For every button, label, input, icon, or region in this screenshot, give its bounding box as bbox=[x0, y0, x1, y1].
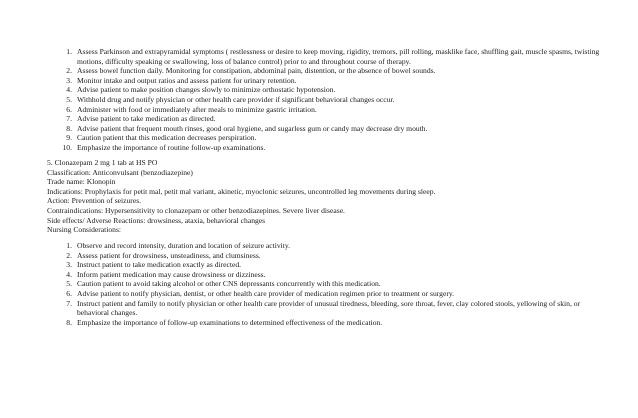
list-item: 3. Instruct patient to take medication exactly as directed. bbox=[66, 260, 242, 270]
drug-trade-name: Trade name: Klonopin bbox=[47, 177, 116, 187]
drug-action: Action: Prevention of seizures. bbox=[47, 196, 142, 206]
drug-info-section bbox=[47, 158, 607, 235]
nursing-considerations-list bbox=[58, 241, 606, 327]
list-item: 2. Assess patient for drowsiness, unsteadiness, and clumsiness. bbox=[66, 250, 261, 260]
list-item: 10. Emphasize the importance of routine follow-up examinations. bbox=[62, 142, 266, 152]
list-item-text: Advise patient to make position changes slowly to minimize orthostatic hypotension. bbox=[77, 85, 336, 95]
list-item-text: Advise patient to notify physician, dentist, or other health care provider of medication regimen prior to treatment or surgery. bbox=[77, 288, 455, 298]
list-item: 6. Administer with food or immediately after meals to minimize gastric irritation. bbox=[66, 104, 317, 114]
list-item-text: Inform patient medication may cause drowsiness or dizziness. bbox=[77, 269, 266, 279]
list-item-text: Observe and record intensity, duration and location of seizure activity. bbox=[77, 241, 291, 250]
list-item: 7. Advise patient to take medication as directed. bbox=[66, 114, 216, 124]
list-item-text: Caution patient that this medication decreases perspiration. bbox=[77, 133, 257, 143]
nursing-considerations-label: Nursing Considerations: bbox=[47, 225, 122, 235]
list-item: 8. Advise patient that frequent mouth rinses, good oral hygiene, and sugarless gum or candy may decrease dry mouth. bbox=[66, 123, 428, 133]
list-item-text: Instruct patient and family to notify physician or other health care provider of unusual tiredness, bleeding, sore throat, fever, clay colored stools, yellowing of skin, or behavioral changes. bbox=[77, 298, 581, 318]
list-item: 4. Advise patient to make position changes slowly to minimize orthostatic hypotension. bbox=[66, 85, 336, 95]
list-item-text: Advise patient to take medication as directed. bbox=[77, 114, 216, 124]
list-item-text: Emphasize the importance of follow-up examinations to determined effectiveness of the medication. bbox=[77, 317, 383, 327]
drug-side-effects: Side effects/ Adverse Reactions: drowsiness, ataxia, behavioral changes bbox=[47, 215, 266, 225]
list-item-text: Caution patient to avoid taking alcohol or other CNS depressants concurrently with this medication. bbox=[77, 279, 381, 289]
list-item: 5. Caution patient to avoid taking alcohol or other CNS depressants concurrently with this medication. bbox=[66, 279, 381, 289]
list-item: 1. Observe and record intensity, duration and location of seizure activity. bbox=[66, 241, 291, 250]
drug-contraindications: Contraindications: Hypersensitivity to clonazepam or other benzodiazepines. Severe liver disease. bbox=[47, 205, 345, 215]
list-item-text: Emphasize the importance of routine follow-up examinations. bbox=[77, 142, 266, 152]
list-item-text: Administer with food or immediately after meals to minimize gastric irritation. bbox=[77, 104, 317, 114]
list-item-text: Assess bowel function daily. Monitoring for constipation, abdominal pain, distention, or the absence of bowel sounds. bbox=[77, 66, 436, 76]
list-item-text: Withhold drug and notify physician or other health care provider if significant behavioral changes occur. bbox=[77, 94, 395, 104]
list-item: 1. Assess Parkinson and extrapyramidal symptoms ( restlessness or desire to keep moving, rigidity, tremors, pill rolling, masklike face, shuffling gait, muscle spasms, twisting motions, difficulty speaking or swallowing, loss of balance control) prior to and throughout course of therapy. bbox=[66, 47, 600, 66]
drug-classification: Classification: Anticonvulsant (benzodiazepine) bbox=[47, 167, 193, 177]
list-item: 3. Monitor intake and output ratios and assess patient for urinary retention. bbox=[66, 75, 297, 85]
list-item-text: Assess Parkinson and extrapyramidal symptoms ( restlessness or desire to keep moving, rigidity, tremors, pill rolling, masklike face, shuffling gait, muscle spasms, twisting motions, difficulty speaking or swallowing, loss of balance control) prior to and throughout course of therapy. bbox=[77, 47, 600, 66]
list-item: 7. Instruct patient and family to notify physician or other health care provider of unusual tiredness, bleeding, sore throat, fever, clay colored stools, yellowing of skin, or behavioral changes. bbox=[66, 298, 581, 318]
list-item: 5. Withhold drug and notify physician or other health care provider if significant behavioral changes occur. bbox=[66, 94, 395, 104]
list-item-text: Assess patient for drowsiness, unsteadiness, and clumsiness. bbox=[77, 250, 261, 260]
list-item: 4. Inform patient medication may cause drowsiness or dizziness. bbox=[66, 269, 266, 279]
list-item: 8. Emphasize the importance of follow-up examinations to determined effectiveness of the medication. bbox=[66, 317, 383, 327]
list-item-text: Monitor intake and output ratios and assess patient for urinary retention. bbox=[77, 75, 297, 85]
drug-indications: Indications: Prophylaxis for petit mal, petit mal variant, akinetic, myoclonic seizures, uncontrolled leg movements during sleep. bbox=[47, 186, 436, 196]
list-item: 6. Advise patient to notify physician, dentist, or other health care provider of medication regimen prior to treatment or surgery. bbox=[66, 288, 455, 298]
drug-heading: 5. Clonazepam 2 mg 1 tab at HS PO bbox=[47, 158, 158, 167]
list-item: 2. Assess bowel function daily. Monitoring for constipation, abdominal pain, distention, or the absence of bowel sounds. bbox=[66, 66, 436, 76]
list-item-text: Instruct patient to take medication exactly as directed. bbox=[77, 260, 242, 270]
nursing-list-previous-drug bbox=[58, 47, 606, 153]
list-item-text: Advise patient that frequent mouth rinses, good oral hygiene, and sugarless gum or candy may decrease dry mouth. bbox=[77, 123, 428, 133]
list-item: 9. Caution patient that this medication decreases perspiration. bbox=[66, 133, 257, 143]
